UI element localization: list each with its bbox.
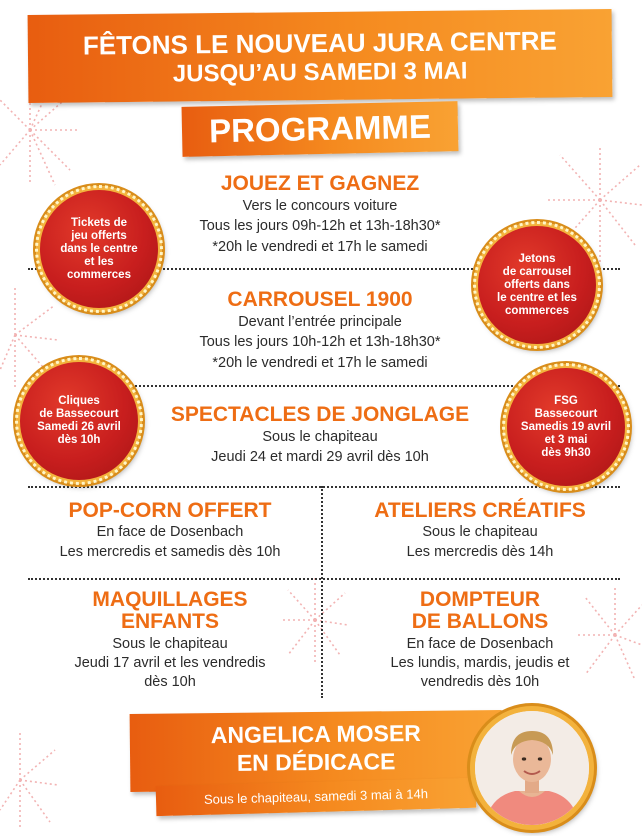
divider-3 bbox=[28, 486, 620, 488]
angelica-name: ANGELICA MOSER bbox=[210, 719, 421, 749]
jouez-line-3: *20h le vendredi et 17h le samedi bbox=[212, 239, 428, 255]
jonglage-title: SPECTACLES DE JONGLAGE bbox=[170, 403, 470, 426]
badge-tickets bbox=[36, 186, 162, 312]
portrait-illustration bbox=[475, 711, 589, 825]
ateliers-line-2: Les mercredis dès 14h bbox=[406, 544, 554, 560]
maquillages-title-line-1: MAQUILLAGES bbox=[92, 588, 248, 611]
programme-banner: PROGRAMME bbox=[182, 101, 459, 157]
divider-vertical bbox=[321, 486, 323, 698]
firework-decoration-left-bottom bbox=[0, 730, 60, 830]
header-banner bbox=[28, 9, 613, 103]
maquillages-line-2: Jeudi 17 avril et les vendredis bbox=[74, 655, 266, 671]
dompteur-line-1: En face de Dosenbach bbox=[406, 636, 554, 652]
angelica-dedicace: EN DÉDICACE bbox=[236, 748, 396, 776]
header-title: FÊTONS LE NOUVEAU JURA CENTRE bbox=[82, 25, 557, 61]
jonglage-line-1: Sous le chapiteau bbox=[262, 429, 378, 445]
badge-cliques-text: Cliques de Bassecourt Samedi 26 avril dès 10h bbox=[37, 395, 121, 446]
carrousel-line-1: Devant l’entrée principale bbox=[238, 314, 402, 330]
ateliers-line-1: Sous le chapiteau bbox=[422, 524, 538, 540]
badge-fsg bbox=[503, 364, 629, 490]
badge-fsg-text: FSG Bassecourt Samedis 19 avril et 3 mai dès 9h30 bbox=[520, 394, 612, 459]
maquillages-line-3: dès 10h bbox=[144, 674, 196, 690]
jouez-line-1: Vers le concours voiture bbox=[242, 198, 398, 214]
dompteur-line-3: vendredis dès 10h bbox=[420, 674, 540, 690]
jonglage-line-2: Jeudi 24 et mardi 29 avril dès 10h bbox=[211, 449, 429, 465]
header-subtitle: JUSQU’AU SAMEDI 3 MAI bbox=[172, 57, 468, 88]
maquillages-title-line-2: ENFANTS bbox=[120, 610, 219, 633]
ateliers-title: ATELIERS CRÉATIFS bbox=[374, 499, 586, 522]
divider-4 bbox=[28, 578, 620, 580]
badge-cliques bbox=[16, 358, 142, 484]
angelica-subtitle: Sous le chapiteau, samedi 3 mai à 14h bbox=[156, 778, 477, 816]
dompteur-line-2: Les lundis, mardis, jeudis et bbox=[390, 655, 570, 671]
dompteur-title-line-2: DE BALLONS bbox=[411, 610, 549, 633]
popcorn-title: POP-CORN OFFERT bbox=[68, 499, 272, 522]
maquillages-line-1: Sous le chapiteau bbox=[112, 636, 228, 652]
badge-jetons bbox=[474, 222, 600, 348]
badge-tickets-text: Tickets de jeu offerts dans le centre et les commerces bbox=[60, 216, 138, 281]
popcorn-line-1: En face de Dosenbach bbox=[96, 524, 244, 540]
badge-jetons-text: Jetons de carrousel offerts dans le centre et les commerces bbox=[497, 252, 577, 317]
carrousel-line-3: *20h le vendredi et 17h le samedi bbox=[212, 355, 428, 371]
carrousel-line-2: Tous les jours 10h-12h et 13h-18h30* bbox=[199, 334, 441, 350]
carrousel-title: CARROUSEL 1900 bbox=[227, 288, 413, 311]
angelica-portrait bbox=[470, 706, 594, 830]
jouez-line-2: Tous les jours 09h-12h et 13h-18h30* bbox=[199, 218, 441, 234]
dompteur-title-line-1: DOMPTEUR bbox=[419, 588, 541, 611]
jouez-title: JOUEZ ET GAGNEZ bbox=[220, 172, 420, 195]
popcorn-line-2: Les mercredis et samedis dès 10h bbox=[59, 544, 281, 560]
